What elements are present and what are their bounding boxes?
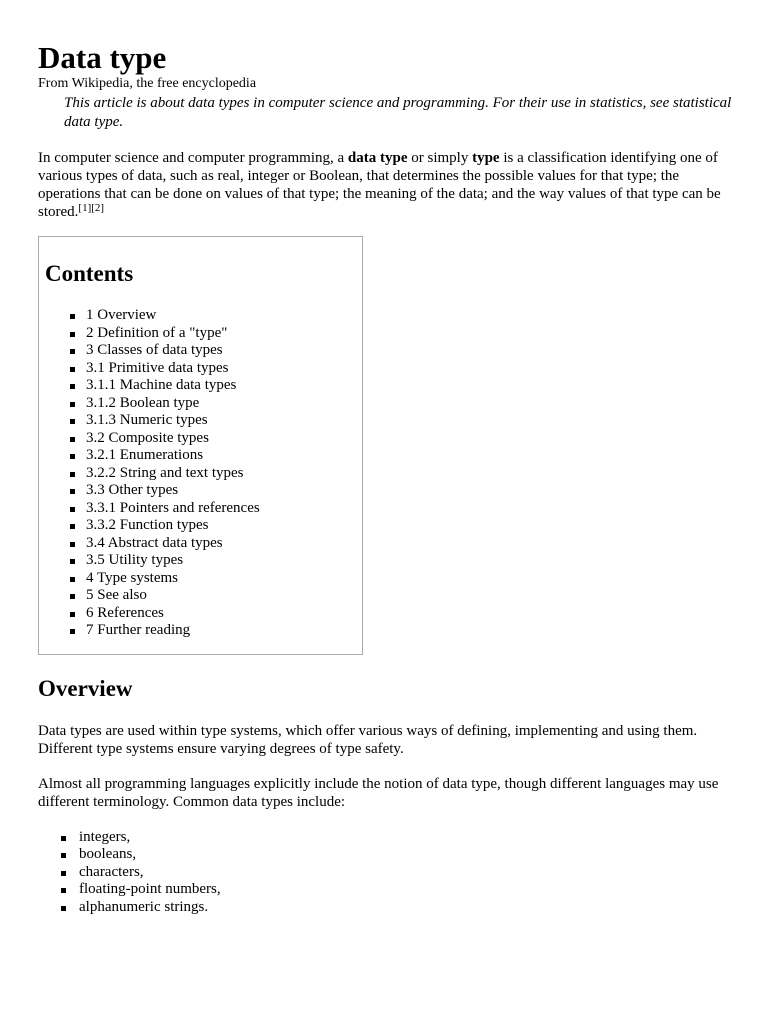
list-item xyxy=(38,829,738,847)
toc-item[interactable] xyxy=(45,360,362,430)
bullet-icon xyxy=(70,454,75,459)
list-item-label: floating-point numbers, xyxy=(79,881,221,897)
toc-item-label[interactable]: 2 Definition of a "type" xyxy=(86,324,228,341)
toc-item[interactable] xyxy=(45,325,362,343)
toc-item[interactable] xyxy=(45,622,362,640)
bullet-icon xyxy=(70,542,75,547)
toc-item[interactable] xyxy=(45,447,362,465)
list-item-label: characters, xyxy=(79,863,144,880)
list-item xyxy=(38,864,738,882)
toc-item[interactable] xyxy=(45,377,362,395)
toc-item-label[interactable]: 1 Overview xyxy=(86,307,157,323)
reference-link[interactable]: [2] xyxy=(91,202,105,214)
toc-sublist xyxy=(45,500,362,535)
toc-item-label[interactable]: 3.1.3 Numeric types xyxy=(86,412,208,428)
page-title: Data type xyxy=(38,40,167,75)
toc-item-label[interactable]: 3.3 Other types xyxy=(86,482,179,498)
toc-item-label[interactable]: 3 Classes of data types xyxy=(86,342,223,358)
list-item xyxy=(38,899,738,917)
bullet-icon xyxy=(70,332,75,337)
toc-item-label[interactable]: 3.5 Utility types xyxy=(86,552,184,568)
bullet-icon xyxy=(70,367,75,372)
toc-item[interactable] xyxy=(45,465,362,483)
toc-item-label[interactable]: 7 Further reading xyxy=(86,622,191,638)
intro-text: is a classification identifying one of various types of data, such as real, integer or Boolean, that determines the possible values for that type; the operations that can be done on values of that type; the meaning of the data; and the way values of that type can be stored. xyxy=(38,150,721,220)
toc-item[interactable] xyxy=(45,517,362,535)
list-item-label: booleans, xyxy=(79,846,137,862)
bullet-icon xyxy=(61,871,66,876)
toc-item[interactable] xyxy=(45,500,362,518)
hatnote xyxy=(64,94,738,132)
toc-item-label[interactable]: 3.1.1 Machine data types xyxy=(86,377,237,393)
toc-item-label[interactable]: 3.2.2 String and text types xyxy=(86,464,244,481)
bullet-icon xyxy=(70,419,75,424)
toc-item-label[interactable]: 3.4 Abstract data types xyxy=(86,534,223,551)
list-item xyxy=(38,881,738,899)
intro-term: type xyxy=(472,150,500,166)
toc-item[interactable] xyxy=(45,395,362,413)
list-item-label: integers, xyxy=(79,828,131,845)
toc-item-label[interactable]: 5 See also xyxy=(86,587,147,603)
bullet-icon xyxy=(70,507,75,512)
bullet-icon xyxy=(70,314,75,319)
toc-item-label[interactable]: 3.2 Composite types xyxy=(86,429,209,446)
toc-sublist xyxy=(45,377,362,430)
bullet-icon xyxy=(61,853,66,858)
bullet-icon xyxy=(70,402,75,407)
toc-item-label[interactable]: 3.1.2 Boolean type xyxy=(86,394,200,411)
intro-text: In computer science and computer programming, a xyxy=(38,150,348,166)
bullet-icon xyxy=(70,594,75,599)
toc-item[interactable] xyxy=(45,587,362,605)
article xyxy=(38,40,738,916)
overview-paragraph: Data types are used within type systems, which offer various ways of defining, implementing and using them. Different type systems ensure varying degrees of type safety. xyxy=(38,722,698,757)
toc-item[interactable] xyxy=(45,307,362,325)
intro-text: or simply xyxy=(407,150,473,166)
hatnote-link[interactable]: statistical data type xyxy=(64,95,732,130)
hatnote-text: This article is about data types in computer science and programming. For their use in statistics, see xyxy=(64,95,673,111)
toc-item[interactable] xyxy=(45,430,362,483)
toc-item[interactable] xyxy=(45,570,362,588)
table-of-contents xyxy=(38,236,363,655)
list-item-label: alphanumeric strings. xyxy=(79,898,209,915)
bullet-icon xyxy=(70,384,75,389)
reference-link[interactable]: [1] xyxy=(78,202,92,214)
bullet-icon xyxy=(61,906,66,911)
intro-term: data type xyxy=(347,150,408,166)
section-heading-overview: Overview xyxy=(38,675,133,701)
toc-item[interactable] xyxy=(45,342,362,570)
bullet-icon xyxy=(70,437,75,442)
toc-item[interactable] xyxy=(45,535,362,553)
tagline: From Wikipedia, the free encyclopedia xyxy=(38,76,257,91)
toc-sublist xyxy=(45,360,362,570)
toc-item-label[interactable]: 3.2.1 Enumerations xyxy=(86,447,204,463)
toc-item[interactable] xyxy=(45,482,362,535)
toc-item-label[interactable]: 4 Type systems xyxy=(86,569,179,586)
bullet-icon xyxy=(70,524,75,529)
bullet-icon xyxy=(61,888,66,893)
toc-title: Contents xyxy=(45,261,134,286)
toc-item-label[interactable]: 3.1 Primitive data types xyxy=(86,359,229,376)
list-item xyxy=(38,846,738,864)
bullet-icon xyxy=(61,836,66,841)
toc-sublist xyxy=(45,447,362,482)
intro-paragraph xyxy=(38,149,738,221)
toc-item-label[interactable]: 3.3.2 Function types xyxy=(86,517,209,533)
overview-paragraph: Almost all programming languages explicitly include the notion of data type, though different languages may use different terminology. Common data types include: xyxy=(38,775,719,810)
bullet-icon xyxy=(70,577,75,582)
bullet-icon xyxy=(70,629,75,634)
bullet-icon xyxy=(70,489,75,494)
bullet-icon xyxy=(70,472,75,477)
bullet-icon xyxy=(70,559,75,564)
toc-list xyxy=(45,307,362,640)
toc-item[interactable] xyxy=(45,412,362,430)
toc-item-label[interactable]: 6 References xyxy=(86,604,164,621)
toc-item[interactable] xyxy=(45,552,362,570)
bullet-icon xyxy=(70,612,75,617)
hatnote-suffix: . xyxy=(119,114,124,130)
toc-item[interactable] xyxy=(45,605,362,623)
data-types-list xyxy=(38,829,738,917)
bullet-icon xyxy=(70,349,75,354)
toc-item-label[interactable]: 3.3.1 Pointers and references xyxy=(86,499,260,516)
